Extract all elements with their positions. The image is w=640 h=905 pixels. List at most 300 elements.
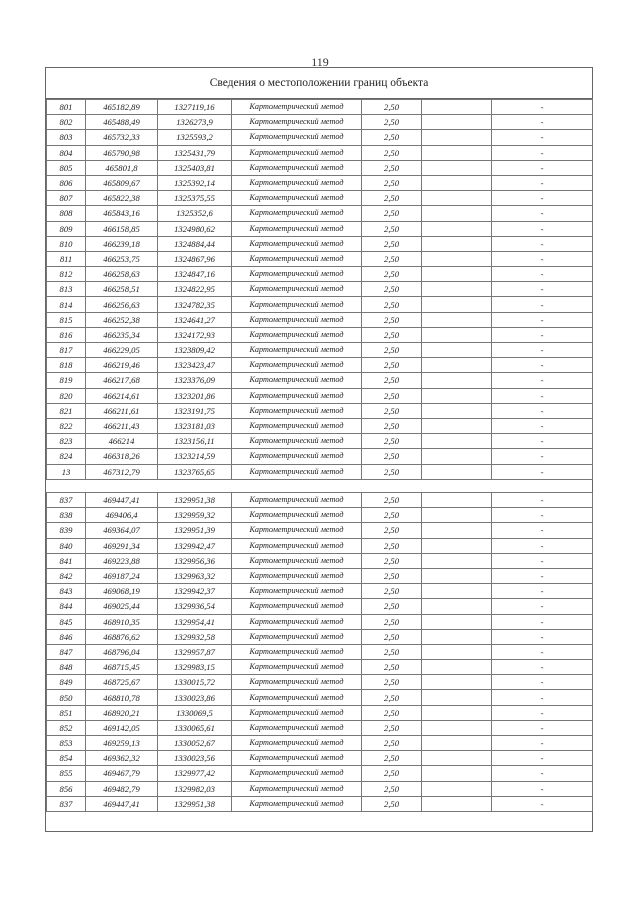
point-number-cell: 849 [47,675,86,690]
precision-cell: 2,50 [362,175,422,190]
precision-cell: 2,50 [362,720,422,735]
x-coordinate-cell: 468910,35 [86,614,158,629]
dash-cell: - [492,130,593,145]
empty-cell [422,644,492,659]
y-coordinate-cell: 1330023,86 [158,690,232,705]
empty-cell [422,251,492,266]
point-number-cell: 802 [47,115,86,130]
dash-cell: - [492,145,593,160]
empty-cell [422,553,492,568]
empty-cell [422,599,492,614]
precision-cell: 2,50 [362,675,422,690]
method-cell: Картометрический метод [232,599,362,614]
point-number-cell: 838 [47,508,86,523]
method-cell: Картометрический метод [232,160,362,175]
dash-cell: - [492,584,593,599]
precision-cell: 2,50 [362,191,422,206]
empty-cell [422,373,492,388]
table-row [47,100,593,115]
x-coordinate-cell: 466214,61 [86,388,158,403]
point-number-cell: 805 [47,160,86,175]
dash-cell: - [492,568,593,583]
empty-cell [422,690,492,705]
method-cell: Картометрический метод [232,373,362,388]
table-row [47,660,593,675]
table-row [47,434,593,449]
empty-cell [422,434,492,449]
precision-cell: 2,50 [362,403,422,418]
method-cell: Картометрический метод [232,568,362,583]
method-cell: Картометрический метод [232,493,362,508]
method-cell: Картометрический метод [232,584,362,599]
precision-cell: 2,50 [362,312,422,327]
x-coordinate-cell: 469025,44 [86,599,158,614]
dash-cell: - [492,221,593,236]
precision-cell: 2,50 [362,160,422,175]
point-number-cell: 815 [47,312,86,327]
dash-cell: - [492,614,593,629]
y-coordinate-cell: 1325352,6 [158,206,232,221]
table-row [47,373,593,388]
table-row [47,553,593,568]
precision-cell: 2,50 [362,434,422,449]
dash-cell: - [492,720,593,735]
empty-cell [422,781,492,796]
empty-cell [422,449,492,464]
x-coordinate-cell: 468796,04 [86,644,158,659]
point-number-cell: 803 [47,130,86,145]
empty-cell [422,493,492,508]
precision-cell: 2,50 [362,553,422,568]
table-row [47,403,593,418]
method-cell: Картометрический метод [232,175,362,190]
dash-cell: - [492,236,593,251]
y-coordinate-cell: 1324867,96 [158,251,232,266]
dash-cell: - [492,464,593,479]
x-coordinate-cell: 465801,8 [86,160,158,175]
y-coordinate-cell: 1329951,38 [158,796,232,811]
x-coordinate-cell: 466217,68 [86,373,158,388]
method-cell: Картометрический метод [232,690,362,705]
precision-cell: 2,50 [362,297,422,312]
x-coordinate-cell: 468810,78 [86,690,158,705]
point-number-cell: 839 [47,523,86,538]
precision-cell: 2,50 [362,115,422,130]
x-coordinate-cell: 469482,79 [86,781,158,796]
x-coordinate-cell: 469291,34 [86,538,158,553]
dash-cell: - [492,599,593,614]
dash-cell: - [492,373,593,388]
dash-cell: - [492,282,593,297]
empty-cell [422,236,492,251]
y-coordinate-cell: 1323809,42 [158,343,232,358]
table-row [47,629,593,644]
table-row [47,327,593,342]
empty-cell [422,267,492,282]
coordinates-table-b [46,492,593,812]
point-number-cell: 851 [47,705,86,720]
point-number-cell: 842 [47,568,86,583]
point-number-cell: 813 [47,282,86,297]
x-coordinate-cell: 465822,38 [86,191,158,206]
method-cell: Картометрический метод [232,766,362,781]
y-coordinate-cell: 1325375,55 [158,191,232,206]
method-cell: Картометрический метод [232,221,362,236]
method-cell: Картометрический метод [232,403,362,418]
precision-cell: 2,50 [362,766,422,781]
precision-cell: 2,50 [362,568,422,583]
table-row [47,115,593,130]
table-row [47,175,593,190]
section-title: Сведения о местоположении границ объекта [46,68,592,99]
point-number-cell: 841 [47,553,86,568]
precision-cell: 2,50 [362,206,422,221]
method-cell: Картометрический метод [232,629,362,644]
empty-cell [422,145,492,160]
dash-cell: - [492,206,593,221]
table-row [47,221,593,236]
x-coordinate-cell: 466258,63 [86,267,158,282]
point-number-cell: 845 [47,614,86,629]
coordinates-table-a [46,99,593,480]
table-row [47,418,593,433]
x-coordinate-cell: 468715,45 [86,660,158,675]
precision-cell: 2,50 [362,343,422,358]
dash-cell: - [492,796,593,811]
y-coordinate-cell: 1329956,36 [158,553,232,568]
precision-cell: 2,50 [362,388,422,403]
x-coordinate-cell: 465182,89 [86,100,158,115]
document-frame [45,67,593,832]
dash-cell: - [492,160,593,175]
dash-cell: - [492,327,593,342]
empty-cell [422,568,492,583]
dash-cell: - [492,100,593,115]
y-coordinate-cell: 1323765,65 [158,464,232,479]
table-row [47,614,593,629]
point-number-cell: 822 [47,418,86,433]
page-number: 119 [311,55,329,69]
precision-cell: 2,50 [362,236,422,251]
precision-cell: 2,50 [362,705,422,720]
method-cell: Картометрический метод [232,705,362,720]
y-coordinate-cell: 1325593,2 [158,130,232,145]
empty-cell [422,191,492,206]
x-coordinate-cell: 466214 [86,434,158,449]
dash-cell: - [492,751,593,766]
x-coordinate-cell: 465732,33 [86,130,158,145]
y-coordinate-cell: 1329942,37 [158,584,232,599]
y-coordinate-cell: 1329983,15 [158,660,232,675]
x-coordinate-cell: 468876,62 [86,629,158,644]
empty-cell [422,614,492,629]
x-coordinate-cell: 466211,61 [86,403,158,418]
method-cell: Картометрический метод [232,796,362,811]
table-row [47,206,593,221]
x-coordinate-cell: 465790,98 [86,145,158,160]
method-cell: Картометрический метод [232,508,362,523]
x-coordinate-cell: 469187,24 [86,568,158,583]
table-row [47,251,593,266]
empty-cell [422,282,492,297]
empty-cell [422,629,492,644]
method-cell: Картометрический метод [232,720,362,735]
x-coordinate-cell: 468920,21 [86,705,158,720]
y-coordinate-cell: 1330015,72 [158,675,232,690]
method-cell: Картометрический метод [232,267,362,282]
dash-cell: - [492,644,593,659]
table-row [47,644,593,659]
table-row [47,599,593,614]
precision-cell: 2,50 [362,221,422,236]
precision-cell: 2,50 [362,508,422,523]
method-cell: Картометрический метод [232,751,362,766]
x-coordinate-cell: 469362,32 [86,751,158,766]
method-cell: Картометрический метод [232,418,362,433]
method-cell: Картометрический метод [232,781,362,796]
precision-cell: 2,50 [362,418,422,433]
x-coordinate-cell: 469142,05 [86,720,158,735]
point-number-cell: 821 [47,403,86,418]
y-coordinate-cell: 1329942,47 [158,538,232,553]
empty-cell [422,115,492,130]
method-cell: Картометрический метод [232,675,362,690]
table-row [47,690,593,705]
table-row [47,508,593,523]
y-coordinate-cell: 1330065,61 [158,720,232,735]
y-coordinate-cell: 1324641,27 [158,312,232,327]
y-coordinate-cell: 1325403,81 [158,160,232,175]
point-number-cell: 847 [47,644,86,659]
precision-cell: 2,50 [362,358,422,373]
table-row [47,538,593,553]
precision-cell: 2,50 [362,736,422,751]
table-row [47,191,593,206]
table-row [47,736,593,751]
y-coordinate-cell: 1330052,67 [158,736,232,751]
y-coordinate-cell: 1324847,16 [158,267,232,282]
empty-cell [422,584,492,599]
method-cell: Картометрический метод [232,282,362,297]
table-row [47,449,593,464]
table-row [47,312,593,327]
dash-cell: - [492,343,593,358]
dash-cell: - [492,115,593,130]
point-number-cell: 811 [47,251,86,266]
precision-cell: 2,50 [362,145,422,160]
point-number-cell: 848 [47,660,86,675]
table-row [47,130,593,145]
table-row [47,388,593,403]
method-cell: Картометрический метод [232,115,362,130]
precision-cell: 2,50 [362,644,422,659]
dash-cell: - [492,403,593,418]
method-cell: Картометрический метод [232,130,362,145]
point-number-cell: 846 [47,629,86,644]
point-number-cell: 852 [47,720,86,735]
x-coordinate-cell: 467312,79 [86,464,158,479]
point-number-cell: 856 [47,781,86,796]
table-row [47,720,593,735]
empty-cell [422,523,492,538]
y-coordinate-cell: 1329963,32 [158,568,232,583]
x-coordinate-cell: 465809,67 [86,175,158,190]
point-number-cell: 801 [47,100,86,115]
table-row [47,781,593,796]
x-coordinate-cell: 466235,34 [86,327,158,342]
precision-cell: 2,50 [362,251,422,266]
method-cell: Картометрический метод [232,388,362,403]
dash-cell: - [492,191,593,206]
method-cell: Картометрический метод [232,251,362,266]
y-coordinate-cell: 1323214,59 [158,449,232,464]
y-coordinate-cell: 1329951,39 [158,523,232,538]
precision-cell: 2,50 [362,584,422,599]
point-number-cell: 840 [47,538,86,553]
point-number-cell: 823 [47,434,86,449]
method-cell: Картометрический метод [232,206,362,221]
precision-cell: 2,50 [362,327,422,342]
precision-cell: 2,50 [362,690,422,705]
dash-cell: - [492,538,593,553]
empty-cell [422,388,492,403]
method-cell: Картометрический метод [232,614,362,629]
empty-cell [422,675,492,690]
y-coordinate-cell: 1323376,09 [158,373,232,388]
y-coordinate-cell: 1329977,42 [158,766,232,781]
empty-cell [422,403,492,418]
empty-cell [422,327,492,342]
point-number-cell: 837 [47,796,86,811]
table-row [47,523,593,538]
precision-cell: 2,50 [362,660,422,675]
method-cell: Картометрический метод [232,327,362,342]
y-coordinate-cell: 1326273,9 [158,115,232,130]
y-coordinate-cell: 1329936,54 [158,599,232,614]
y-coordinate-cell: 1323191,75 [158,403,232,418]
empty-cell [422,538,492,553]
point-number-cell: 804 [47,145,86,160]
point-number-cell: 853 [47,736,86,751]
table-row [47,675,593,690]
precision-cell: 2,50 [362,282,422,297]
y-coordinate-cell: 1324884,44 [158,236,232,251]
dash-cell: - [492,660,593,675]
empty-cell [422,343,492,358]
dash-cell: - [492,418,593,433]
y-coordinate-cell: 1325431,79 [158,145,232,160]
x-coordinate-cell: 465843,16 [86,206,158,221]
table-row [47,464,593,479]
y-coordinate-cell: 1327119,16 [158,100,232,115]
table-row [47,282,593,297]
table-row [47,766,593,781]
empty-cell [422,418,492,433]
point-number-cell: 854 [47,751,86,766]
x-coordinate-cell: 466252,38 [86,312,158,327]
table-row [47,796,593,811]
empty-cell [422,297,492,312]
empty-cell [422,160,492,175]
y-coordinate-cell: 1325392,14 [158,175,232,190]
empty-cell [422,508,492,523]
table-row [47,584,593,599]
y-coordinate-cell: 1329954,41 [158,614,232,629]
point-number-cell: 806 [47,175,86,190]
x-coordinate-cell: 466229,05 [86,343,158,358]
precision-cell: 2,50 [362,614,422,629]
method-cell: Картометрический метод [232,736,362,751]
point-number-cell: 807 [47,191,86,206]
empty-cell [422,130,492,145]
method-cell: Картометрический метод [232,100,362,115]
empty-cell [422,175,492,190]
method-cell: Картометрический метод [232,343,362,358]
dash-cell: - [492,781,593,796]
table-row [47,751,593,766]
x-coordinate-cell: 466256,63 [86,297,158,312]
method-cell: Картометрический метод [232,660,362,675]
dash-cell: - [492,449,593,464]
point-number-cell: 814 [47,297,86,312]
table-row [47,343,593,358]
precision-cell: 2,50 [362,538,422,553]
empty-cell [422,705,492,720]
y-coordinate-cell: 1323156,11 [158,434,232,449]
method-cell: Картометрический метод [232,553,362,568]
empty-cell [422,766,492,781]
point-number-cell: 819 [47,373,86,388]
method-cell: Картометрический метод [232,523,362,538]
x-coordinate-cell: 466158,85 [86,221,158,236]
point-number-cell: 808 [47,206,86,221]
y-coordinate-cell: 1329957,87 [158,644,232,659]
y-coordinate-cell: 1329932,58 [158,629,232,644]
dash-cell: - [492,312,593,327]
x-coordinate-cell: 469068,19 [86,584,158,599]
x-coordinate-cell: 465488,49 [86,115,158,130]
empty-cell [422,464,492,479]
method-cell: Картометрический метод [232,358,362,373]
x-coordinate-cell: 466239,18 [86,236,158,251]
method-cell: Картометрический метод [232,449,362,464]
point-number-cell: 816 [47,327,86,342]
method-cell: Картометрический метод [232,236,362,251]
empty-cell [422,720,492,735]
x-coordinate-cell: 469406,4 [86,508,158,523]
point-number-cell: 843 [47,584,86,599]
precision-cell: 2,50 [362,267,422,282]
method-cell: Картометрический метод [232,644,362,659]
dash-cell: - [492,508,593,523]
x-coordinate-cell: 469364,07 [86,523,158,538]
dash-cell: - [492,629,593,644]
point-number-cell: 855 [47,766,86,781]
y-coordinate-cell: 1329959,32 [158,508,232,523]
precision-cell: 2,50 [362,599,422,614]
dash-cell: - [492,675,593,690]
method-cell: Картометрический метод [232,145,362,160]
point-number-cell: 837 [47,493,86,508]
precision-cell: 2,50 [362,130,422,145]
dash-cell: - [492,553,593,568]
dash-cell: - [492,766,593,781]
table-row [47,705,593,720]
point-number-cell: 13 [47,464,86,479]
point-number-cell: 850 [47,690,86,705]
y-coordinate-cell: 1329982,03 [158,781,232,796]
dash-cell: - [492,297,593,312]
